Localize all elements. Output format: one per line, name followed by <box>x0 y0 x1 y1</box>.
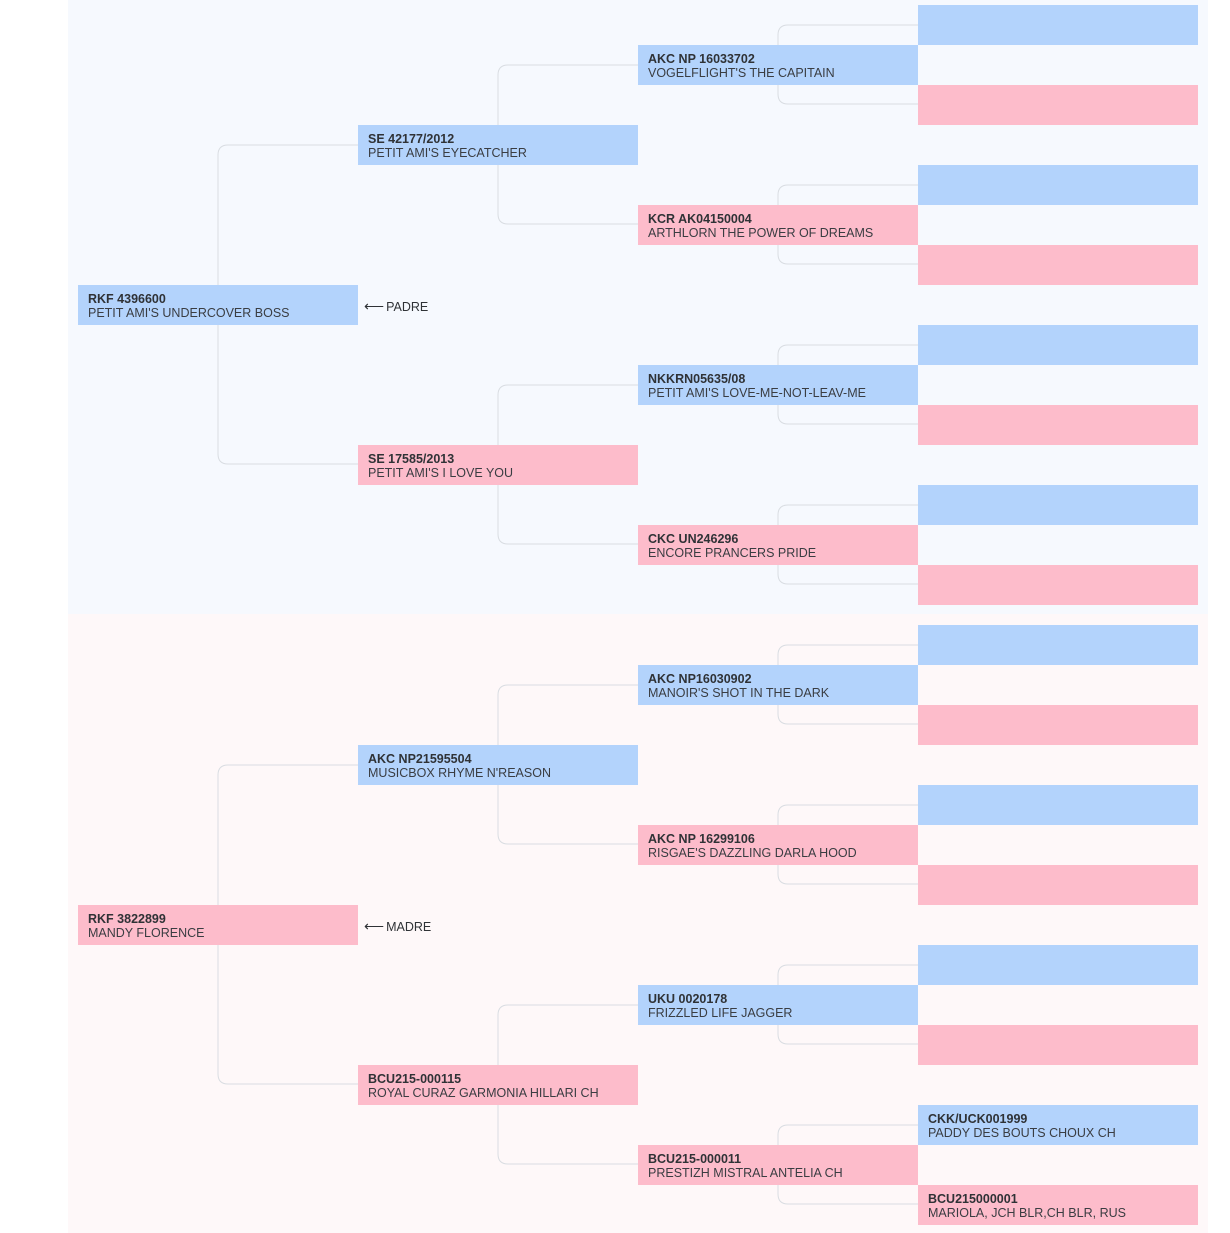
registration-number: AKC NP16030902 <box>648 672 752 686</box>
dog-name: MANOIR'S SHOT IN THE DARK <box>648 686 830 700</box>
registration-number: BCU215-000011 <box>648 1152 742 1166</box>
dog-name: PETIT AMI'S UNDERCOVER BOSS <box>88 306 290 320</box>
gen3-box-5[interactable] <box>638 665 918 705</box>
gen4-box-2[interactable] <box>918 85 1198 125</box>
gen4-box-14[interactable] <box>918 1025 1198 1065</box>
gen4-box-11[interactable] <box>918 785 1198 825</box>
gen3-box-6[interactable] <box>638 825 918 865</box>
registration-number: CKK/UCK001999 <box>928 1112 1028 1126</box>
left-arrow-icon: ⟵ <box>364 918 385 934</box>
dog-name: VOGELFLIGHT'S THE CAPITAIN <box>648 66 835 80</box>
dog-name: ARTHLORN THE POWER OF DREAMS <box>648 226 874 240</box>
gen4-box-6[interactable] <box>918 405 1198 445</box>
gen3-box-2[interactable] <box>638 205 918 245</box>
gen4-box-8[interactable] <box>918 565 1198 605</box>
registration-number: AKC NP 16299106 <box>648 832 755 846</box>
gen3-box-4[interactable] <box>638 525 918 565</box>
sire-pointer-label: PADRE <box>386 299 429 314</box>
gen2-box-4[interactable] <box>358 1065 638 1105</box>
sire-pointer <box>364 298 428 315</box>
gen4-box-4[interactable] <box>918 245 1198 285</box>
gen3-box-8[interactable] <box>638 1145 918 1185</box>
registration-number: AKC NP21595504 <box>368 752 472 766</box>
gen4-box-15[interactable] <box>918 1105 1198 1145</box>
dog-name: MUSICBOX RHYME N'REASON <box>368 766 551 780</box>
registration-number: CKC UN246296 <box>648 532 739 546</box>
registration-number: NKKRN05635/08 <box>648 372 746 386</box>
gen2-box-2[interactable] <box>358 445 638 485</box>
dog-name: MANDY FLORENCE <box>88 926 205 940</box>
dam-box[interactable] <box>78 905 358 945</box>
dog-name: PETIT AMI'S EYECATCHER <box>368 146 527 160</box>
dog-name: RISGAE'S DAZZLING DARLA HOOD <box>648 846 857 860</box>
gen4-box-3[interactable] <box>918 165 1198 205</box>
gen4-box-16[interactable] <box>918 1185 1198 1225</box>
registration-number: BCU215-000115 <box>368 1072 462 1086</box>
gen4-box-1[interactable] <box>918 5 1198 45</box>
gen4-box-9[interactable] <box>918 625 1198 665</box>
registration-number: KCR AK04150004 <box>648 212 752 226</box>
registration-number: SE 17585/2013 <box>368 452 455 466</box>
gen3-box-3[interactable] <box>638 365 918 405</box>
dog-name: FRIZZLED LIFE JAGGER <box>648 1006 793 1020</box>
dam-pointer <box>364 918 431 935</box>
dog-name: ROYAL CURAZ GARMONIA HILLARI CH <box>368 1086 599 1100</box>
dog-name: ENCORE PRANCERS PRIDE <box>648 546 817 560</box>
registration-number: AKC NP 16033702 <box>648 52 755 66</box>
registration-number: RKF 3822899 <box>88 912 166 926</box>
dam-pointer-label: MADRE <box>386 919 432 934</box>
dog-name: PRESTIZH MISTRAL ANTELIA CH <box>648 1166 843 1180</box>
registration-number: SE 42177/2012 <box>368 132 455 146</box>
dog-name: PADDY DES BOUTS CHOUX CH <box>928 1126 1116 1140</box>
gen4-box-10[interactable] <box>918 705 1198 745</box>
dog-name: MARIOLA, JCH BLR,CH BLR, RUS <box>928 1206 1126 1220</box>
sire-box[interactable] <box>78 285 358 325</box>
left-arrow-icon: ⟵ <box>364 298 385 314</box>
gen3-box-1[interactable] <box>638 45 918 85</box>
gen4-box-5[interactable] <box>918 325 1198 365</box>
gen2-box-1[interactable] <box>358 125 638 165</box>
gen2-box-3[interactable] <box>358 745 638 785</box>
gen4-box-13[interactable] <box>918 945 1198 985</box>
gen4-box-12[interactable] <box>918 865 1198 905</box>
registration-number: BCU215000001 <box>928 1192 1018 1206</box>
gen3-box-7[interactable] <box>638 985 918 1025</box>
dog-name: PETIT AMI'S I LOVE YOU <box>368 466 514 480</box>
dog-name: PETIT AMI'S LOVE-ME-NOT-LEAV-ME <box>648 386 866 400</box>
gen4-box-7[interactable] <box>918 485 1198 525</box>
registration-number: RKF 4396600 <box>88 292 166 306</box>
registration-number: UKU 0020178 <box>648 992 728 1006</box>
